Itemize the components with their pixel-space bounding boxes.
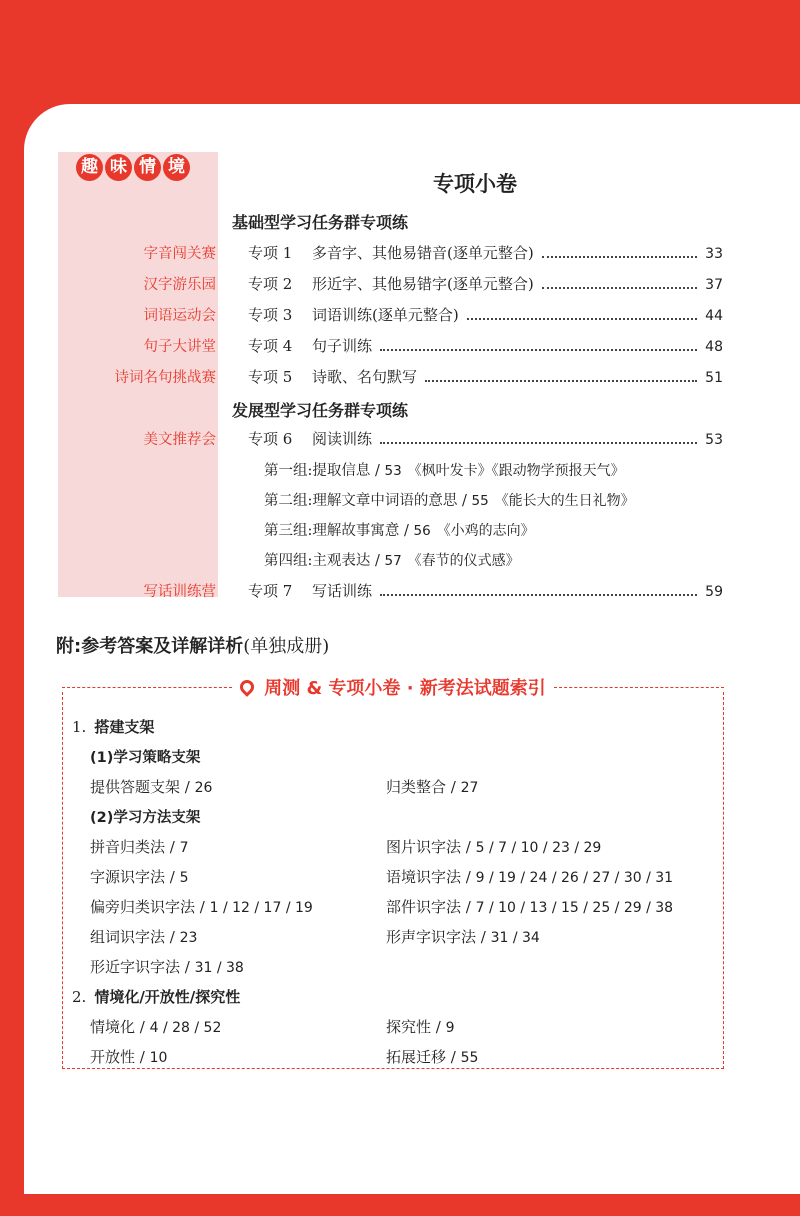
index-entry[interactable] [90, 836, 189, 857]
toc-row[interactable] [248, 335, 723, 357]
index-entry[interactable] [90, 1016, 221, 1037]
toc-page: 59 [705, 584, 723, 600]
reading-group-page: 57 [384, 553, 402, 569]
divider [554, 687, 724, 688]
index-entry[interactable] [386, 836, 601, 857]
appendix-paren: (单独成册) [243, 636, 330, 657]
index-entry[interactable] [90, 896, 313, 917]
reading-group-title: 《枫叶发卡》《跟动物学预报天气》 [407, 463, 625, 479]
reading-group[interactable] [264, 549, 520, 570]
group-title: 发展型学习任务群专项练 [232, 401, 409, 420]
sidebar-label: 字音闯关赛 [143, 246, 216, 262]
index-title [232, 674, 554, 700]
toc-name: 词语训练(逐单元整合) [312, 306, 459, 324]
index-entry[interactable] [386, 1046, 478, 1067]
sidebar-label: 写话训练营 [143, 584, 216, 600]
entry-label: 探究性 / [386, 1018, 446, 1036]
toc-code: 专项 1 [248, 244, 293, 262]
heading-char: 趣 [76, 154, 103, 181]
heading-char: 情 [134, 154, 161, 181]
divider [62, 687, 232, 688]
entry-pages: 7 [179, 840, 189, 856]
entry-label: 开放性 / [90, 1048, 150, 1066]
appendix-main: 附:参考答案及详解详析 [56, 636, 244, 657]
toc-code: 专项 7 [248, 582, 293, 600]
entry-label: 图片识字法 / [386, 838, 476, 856]
reading-group-title: 《春节的仪式感》 [407, 553, 520, 569]
toc-name: 阅读训练 [312, 430, 373, 448]
toc-name: 多音字、其他易错音(逐单元整合) [312, 244, 534, 262]
entry-pages: 7 / 10 / 13 / 15 / 25 / 29 / 38 [475, 900, 674, 916]
sidebar-label: 诗词名句挑战赛 [114, 370, 216, 386]
entry-label: 形声字识字法 / [386, 928, 491, 946]
toc-row[interactable] [248, 428, 723, 450]
group-title: 基础型学习任务群专项练 [232, 213, 409, 232]
reading-group-label: 第四组:主观表达 / [264, 553, 385, 569]
sidebar-label: 美文推荐会 [143, 432, 216, 448]
index-entry[interactable] [386, 1016, 455, 1037]
entry-pages: 4 / 28 / 52 [149, 1020, 222, 1036]
entry-pages: 10 [149, 1050, 168, 1066]
reading-group-page: 56 [413, 523, 431, 539]
heading-char: 境 [163, 154, 190, 181]
sidebar-label: 句子大讲堂 [143, 339, 216, 355]
entry-pages: 55 [460, 1050, 479, 1066]
index-entry[interactable] [90, 1046, 167, 1067]
toc-row[interactable] [248, 273, 723, 295]
toc-code: 专项 5 [248, 368, 293, 386]
toc-page: 51 [705, 370, 723, 386]
entry-pages: 23 [179, 930, 198, 946]
index-entry[interactable] [90, 776, 212, 797]
index-entry[interactable] [90, 866, 189, 887]
reading-group-page: 55 [471, 493, 489, 509]
reading-group-title: 《小鸡的志向》 [436, 523, 535, 539]
toc-row[interactable] [248, 304, 723, 326]
toc-code: 专项 6 [248, 430, 293, 448]
toc-page: 48 [705, 339, 723, 355]
leader-dots [380, 594, 697, 596]
appendix-note [56, 632, 329, 658]
toc-code: 专项 3 [248, 306, 293, 324]
toc-name: 句子训练 [312, 337, 373, 355]
sidebar-heading [76, 154, 190, 181]
toc-page: 53 [705, 432, 723, 448]
toc-code: 专项 4 [248, 337, 293, 355]
toc-row[interactable] [248, 580, 723, 602]
index-header [62, 672, 724, 702]
reading-group-label: 第三组:理解故事寓意 / [264, 523, 414, 539]
entry-label: 形近字识字法 / [90, 958, 195, 976]
leader-dots [380, 349, 697, 351]
index-entry[interactable] [90, 956, 244, 977]
toc-name: 形近字、其他易错字(逐单元整合) [312, 275, 534, 293]
reading-group-page: 53 [384, 463, 402, 479]
entry-label: 部件识字法 / [386, 898, 476, 916]
toc-name: 写话训练 [312, 582, 373, 600]
toc-page: 33 [705, 246, 723, 262]
entry-pages: 26 [194, 780, 213, 796]
index-title-text: 周测 & 专项小卷 · 新考法试题索引 [264, 678, 546, 699]
entry-pages: 9 / 19 / 24 / 26 / 27 / 30 / 31 [475, 870, 674, 886]
section-number: 1. [72, 718, 87, 736]
index-entry[interactable] [90, 926, 197, 947]
leader-dots [425, 380, 697, 382]
section-title: 情境化/开放性/探究性 [94, 988, 241, 1006]
index-entry[interactable] [386, 866, 673, 887]
entry-label: 字源识字法 / [90, 868, 180, 886]
index-section-2 [72, 986, 240, 1007]
index-entry[interactable] [386, 896, 673, 917]
reading-group[interactable] [264, 489, 635, 510]
leader-dots [542, 287, 697, 289]
sidebar-label: 词语运动会 [143, 308, 216, 324]
toc-name: 诗歌、名句默写 [312, 368, 418, 386]
entry-label: 偏旁归类识字法 / [90, 898, 210, 916]
index-subsection: (2)学习方法支架 [90, 810, 201, 826]
leader-dots [380, 442, 697, 444]
leader-dots [467, 318, 697, 320]
toc-code: 专项 2 [248, 275, 293, 293]
reading-group-title: 《能长大的生日礼物》 [494, 493, 635, 509]
entry-label: 语境识字法 / [386, 868, 476, 886]
entry-pages: 9 [445, 1020, 455, 1036]
page-title: 专项小卷 [433, 172, 517, 196]
reading-group[interactable] [264, 519, 535, 540]
toc-row[interactable] [248, 366, 723, 388]
section-title: 搭建支架 [94, 718, 155, 736]
reading-group-label: 第二组:理解文章中词语的意思 / [264, 493, 472, 509]
entry-pages: 5 [179, 870, 189, 886]
index-subsection: (1)学习策略支架 [90, 750, 201, 766]
entry-label: 提供答题支架 / [90, 778, 195, 796]
entry-pages: 31 / 34 [490, 930, 540, 946]
section-number: 2. [72, 988, 87, 1006]
heading-char: 味 [105, 154, 132, 181]
reading-group-label: 第一组:提取信息 / [264, 463, 385, 479]
entry-label: 组词识字法 / [90, 928, 180, 946]
entry-label: 拼音归类法 / [90, 838, 180, 856]
leader-dots [542, 256, 697, 258]
entry-label: 归类整合 / [386, 778, 461, 796]
entry-label: 拓展迁移 / [386, 1048, 461, 1066]
sidebar-label: 汉字游乐园 [143, 277, 216, 293]
entry-label: 情境化 / [90, 1018, 150, 1036]
reading-group[interactable] [264, 459, 625, 480]
entry-pages: 5 / 7 / 10 / 23 / 29 [475, 840, 602, 856]
index-entry[interactable] [386, 926, 540, 947]
entry-pages: 31 / 38 [194, 960, 244, 976]
index-section-1 [72, 716, 154, 737]
toc-page: 44 [705, 308, 723, 324]
toc-row[interactable] [248, 242, 723, 264]
toc-page: 37 [705, 277, 723, 293]
entry-pages: 1 / 12 / 17 / 19 [209, 900, 313, 916]
index-entry[interactable] [386, 776, 478, 797]
location-pin-icon [237, 677, 257, 697]
entry-pages: 27 [460, 780, 479, 796]
